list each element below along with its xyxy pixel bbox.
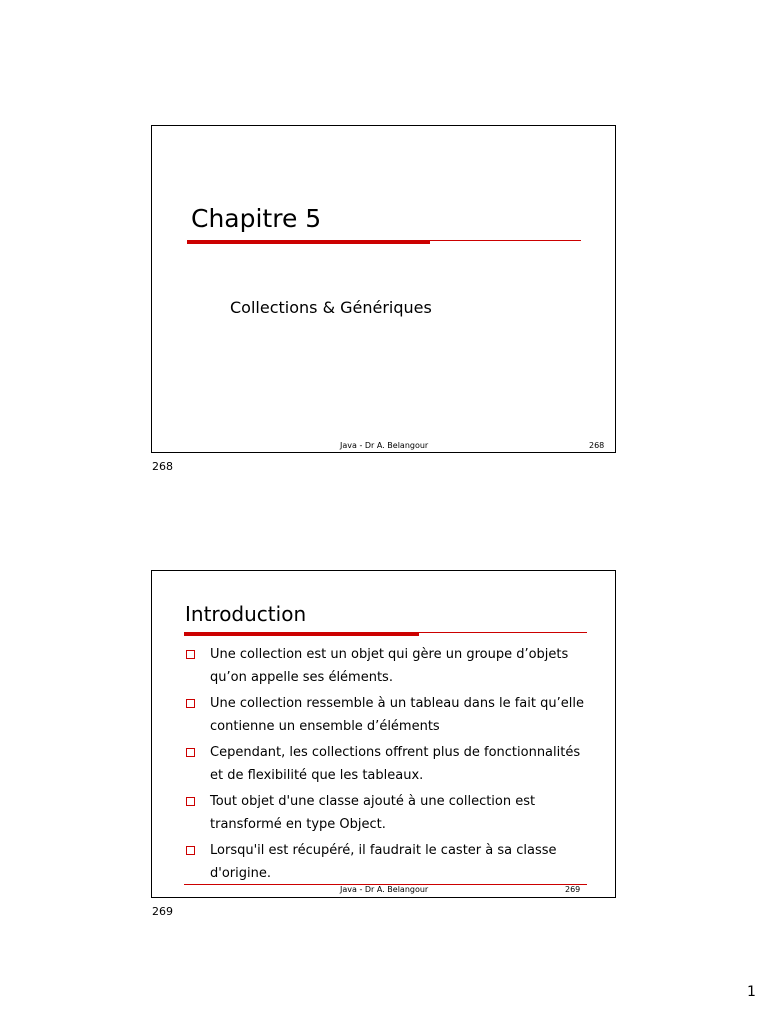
slide-page-label: 268 bbox=[152, 460, 173, 473]
slide-subtitle: Collections & Génériques bbox=[230, 298, 432, 317]
slide-footer-author: Java - Dr A. Belangour bbox=[340, 885, 429, 894]
slide-introduction bbox=[151, 570, 616, 898]
bullet-text: Une collection ressemble à un tableau dans le fait qu’elle contienne un ensemble d’éléments bbox=[210, 696, 584, 734]
slide-footer-number: 268 bbox=[589, 441, 605, 450]
slide-title: Introduction bbox=[185, 602, 307, 626]
title-underline-accent bbox=[184, 632, 419, 636]
list-item bbox=[184, 692, 594, 738]
bullet-text: Lorsqu'il est récupéré, il faudrait le caster à sa classe d'origine. bbox=[210, 843, 557, 881]
slide-page-label: 269 bbox=[152, 905, 173, 918]
list-item bbox=[184, 839, 594, 885]
bullet-text: Cependant, les collections offrent plus de fonctionnalités et de flexibilité que les tableaux. bbox=[210, 745, 581, 783]
hollow-square-icon bbox=[186, 846, 195, 855]
hollow-square-icon bbox=[186, 748, 195, 757]
hollow-square-icon bbox=[186, 699, 195, 708]
hollow-square-icon bbox=[186, 650, 195, 659]
page-number: 1 bbox=[747, 984, 756, 1000]
list-item bbox=[184, 741, 594, 787]
slide-chapter-title bbox=[151, 125, 616, 453]
slide-footer-number: 269 bbox=[565, 885, 581, 894]
bullet-text: Tout objet d'une classe ajouté à une collection est transformé en type Object. bbox=[210, 794, 536, 832]
list-item bbox=[184, 790, 594, 836]
hollow-square-icon bbox=[186, 797, 195, 806]
title-underline-accent bbox=[187, 240, 430, 244]
bullet-list bbox=[184, 643, 594, 888]
slide-title: Chapitre 5 bbox=[191, 204, 322, 233]
slide-footer-author: Java - Dr A. Belangour bbox=[340, 441, 429, 450]
list-item bbox=[184, 643, 594, 689]
bullet-text: Une collection est un objet qui gère un groupe d’objets qu’on appelle ses éléments. bbox=[210, 647, 569, 685]
